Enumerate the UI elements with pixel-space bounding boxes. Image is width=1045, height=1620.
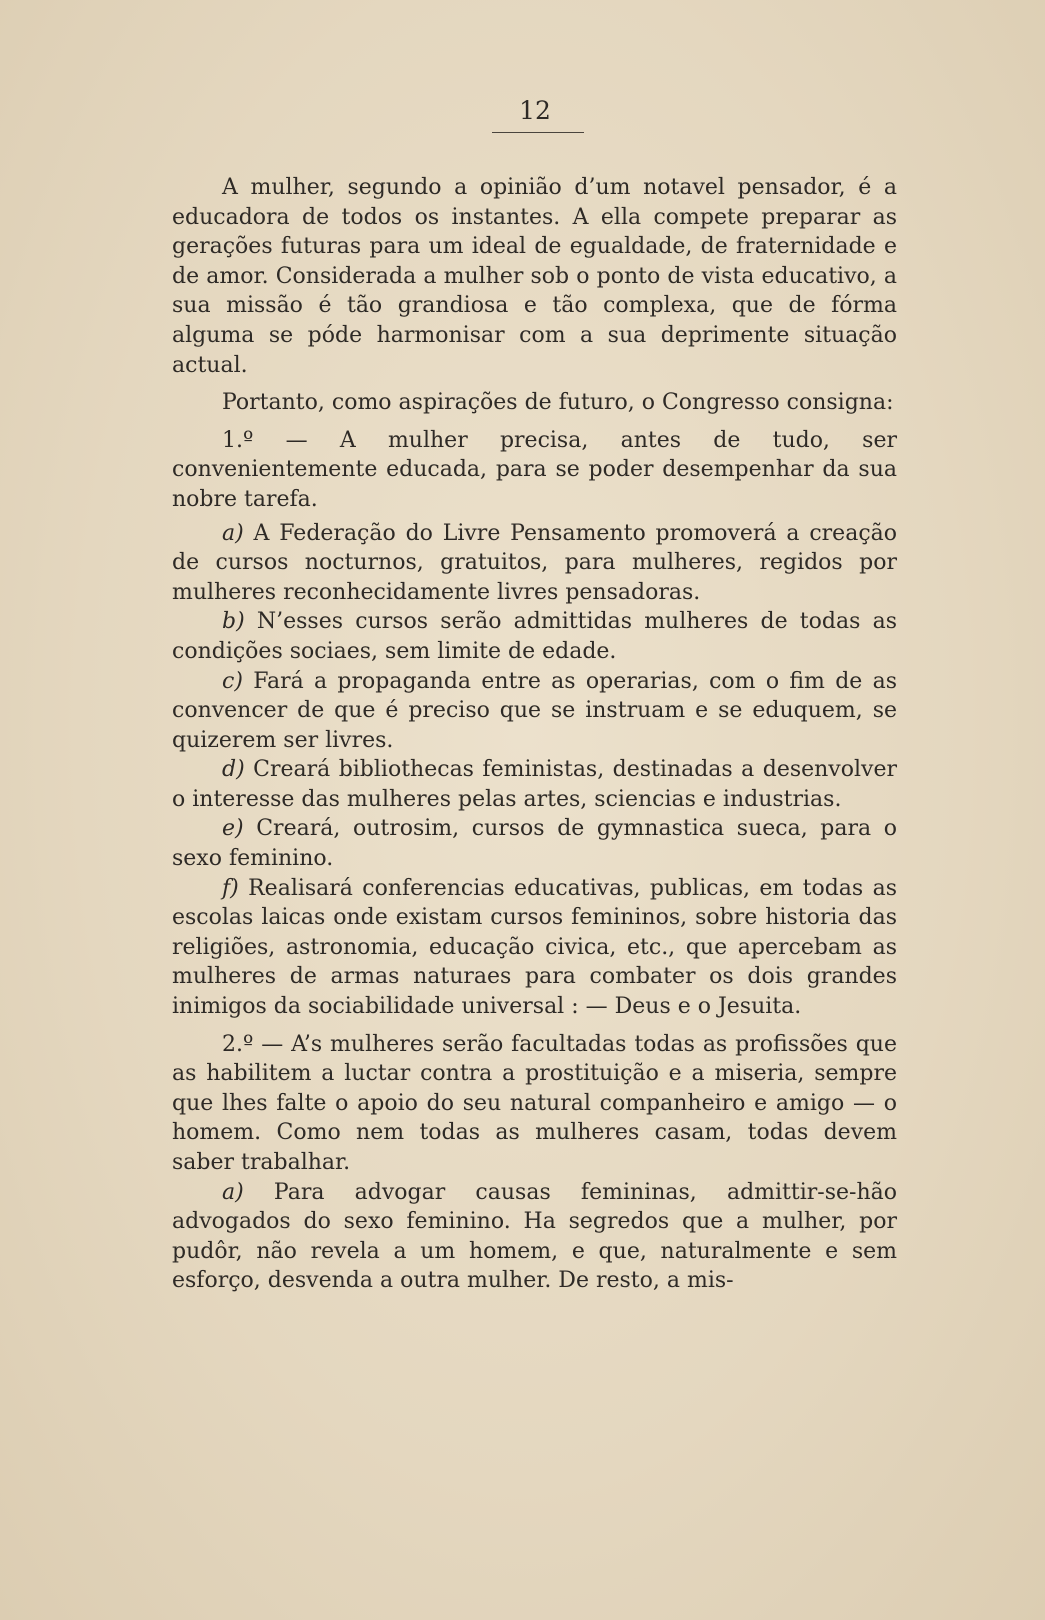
item-letter: f) — [222, 875, 239, 901]
item-letter: a) — [222, 1179, 244, 1205]
item-letter: d) — [222, 757, 245, 783]
list-item: f) Realisará conferencias educativas, publicas, em todas as escolas laicas onde existam cursos femininos, sobre historia das religiões, astronomia, educação civica, etc., que apercebam as mulheres de armas naturaes para combater os dois grandes inimigos da sociabilidade universal : — Deus e o Jesuita. — [172, 875, 897, 1020]
item-letter: b) — [222, 609, 245, 635]
list-item: a) Para advogar causas femininas, admittir-se-hão advogados do sexo feminino. Ha segredos que a mulher, por pudôr, não revela a um homem, e que, naturalmente e sem esforço, desvenda a outra mulher. De resto, a mis- — [172, 1179, 897, 1294]
list-item: a) A Federação do Livre Pensamento promoverá a creação de cursos nocturnos, gratuitos, para mulheres, regidos por mulheres reconhecidamente livres pensadoras. — [172, 520, 897, 605]
item-letter: c) — [222, 668, 243, 694]
list-item: c) Fará a propaganda entre as operarias, com o fim de as convencer de que é preciso que se instruam e se eduquem, se quizerem ser livres. — [172, 668, 897, 753]
page-number: 12 — [519, 96, 551, 125]
paragraph: 1.º — A mulher precisa, antes de tudo, ser convenientemente educada, para se poder desempenhar da sua nobre tarefa. — [172, 427, 897, 512]
paragraph: A mulher, segundo a opinião d’um notavel pensador, é a educadora de todos os instantes. A ella compete preparar as gerações futuras para um ideal de egualdade, de fraternidade e de amor. Considerada a mulher sob o ponto de vista educativo, a sua missão é tão grandiosa e tão complexa, que de fórma alguma se póde harmonisar com a sua deprimente situação actual. — [172, 175, 897, 378]
page-number-rule — [492, 132, 584, 133]
paragraph: 2.º — A’s mulheres serão facultadas todas as profissões que as habilitem a luctar contra a prostituição e a miseria, sempre que lhes falte o apoio do seu natural companheiro e amigo — o homem. Como nem todas as mulheres casam, todas devem saber trabalhar. — [172, 1031, 897, 1175]
paragraph: Portanto, como aspirações de futuro, o Congresso consigna: — [222, 390, 894, 416]
list-item: e) Creará, outrosim, cursos de gymnastica sueca, para o sexo feminino. — [172, 816, 897, 872]
item-letter: e) — [222, 816, 244, 842]
item-letter: a) — [222, 520, 244, 546]
list-item: b) N’esses cursos serão admittidas mulheres de todas as condições sociaes, sem limite de edade. — [172, 609, 897, 664]
body-text — [172, 173, 897, 1296]
list-item: d) Creará bibliothecas feministas, destinadas a desenvolver o interesse das mulheres pelas artes, sciencias e industrias. — [172, 757, 897, 812]
